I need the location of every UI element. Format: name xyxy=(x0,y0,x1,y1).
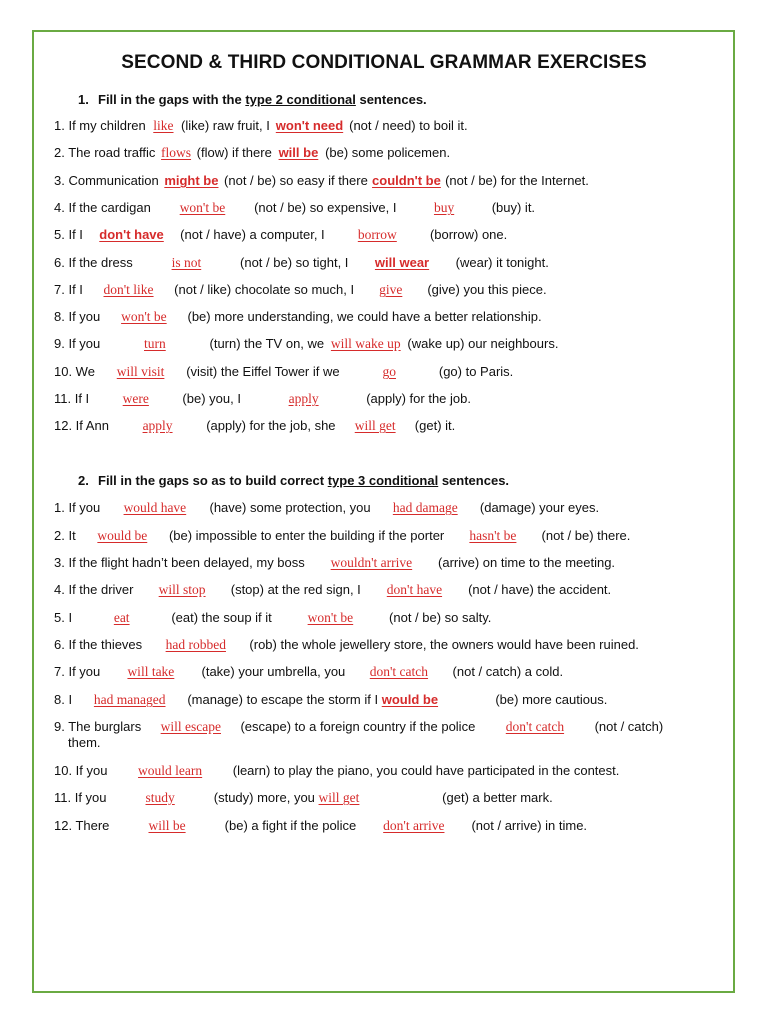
exercise-1-item-10: 10. We will visit (visit) the Eiffel Tower if we go (go) to Paris. xyxy=(54,364,514,379)
exercise-1-item-12: 12. If Ann apply (apply) for the job, she will get (get) it. xyxy=(54,418,456,433)
instruction-underlined: type 2 conditional xyxy=(245,92,356,107)
exercise-1-item-7: 7. If I don't like (not / like) chocolate so much, I give (give) you this piece. xyxy=(54,282,547,297)
exercise-1-item-3: 3. Communication might be (not / be) so easy if there couldn't be (not / be) for the Internet. xyxy=(54,173,589,188)
answer-blank: buy xyxy=(433,200,455,215)
answer-blank: flows xyxy=(161,145,192,160)
answer-blank: had managed xyxy=(93,692,166,707)
exercise-2-item-2: 2. It would be (be) impossible to enter the building if the porter hasn't be (not / be) there. xyxy=(54,528,631,543)
answer-blank: might be xyxy=(164,173,219,188)
answer-blank: will get xyxy=(318,790,360,805)
answer-blank: would have xyxy=(123,500,187,515)
answer-blank: hasn't be xyxy=(469,528,517,543)
answer-blank: give xyxy=(379,282,403,297)
answer-blank: eat xyxy=(113,610,130,625)
answer-blank: will get xyxy=(354,418,396,433)
exercise-2-item-1: 1. If you would have (have) some protection, you had damage (damage) your eyes. xyxy=(54,500,600,515)
answer-blank: will wake up xyxy=(330,336,401,351)
exercise-1-item-9: 9. If you turn (turn) the TV on, we will wake up (wake up) our neighbours. xyxy=(54,336,559,351)
instruction-text: Fill in the gaps with the xyxy=(98,92,246,107)
answer-blank: apply xyxy=(142,418,173,433)
exercise-2-item-4: 4. If the driver will stop (stop) at the red sign, I don't have (not / have) the accident. xyxy=(54,582,612,597)
answer-blank: will wear xyxy=(374,255,430,270)
answer-blank: won't be xyxy=(179,200,226,215)
exercise-1-item-2: 2. The road traffic flows (flow) if there will be (be) some policemen. xyxy=(54,145,451,160)
answer-blank: wouldn't arrive xyxy=(330,555,413,570)
exercise-2-item-7: 7. If you will take (take) your umbrella, you don't catch (not / catch) a cold. xyxy=(54,664,564,679)
exercise-1-item-5: 5. If I don't have (not / have) a computer, I borrow (borrow) one. xyxy=(54,227,508,242)
answer-blank: won't need xyxy=(275,118,344,133)
exercise-2-item-10: 10. If you would learn (learn) to play the piano, you could have participated in the contest. xyxy=(54,763,620,778)
exercise-2-item-3: 3. If the flight hadn’t been delayed, my boss wouldn't arrive (arrive) on time to the meeting. xyxy=(54,555,616,570)
exercise-1-instruction xyxy=(78,92,427,107)
page-title: SECOND & THIRD CONDITIONAL GRAMMAR EXERCISES xyxy=(121,52,647,73)
answer-blank: apply xyxy=(288,391,319,406)
answer-blank: would be xyxy=(381,692,439,707)
answer-blank: couldn't be xyxy=(372,173,441,188)
answer-blank: don't have xyxy=(99,227,164,242)
exercise-2-item-8: 8. I had managed (manage) to escape the storm if I would be (be) more cautious. xyxy=(54,692,608,707)
exercise-2-item-6: 6. If the thieves had robbed (rob) the whole jewellery store, the owners would have been ruined. xyxy=(54,637,639,652)
instruction-underlined: type 3 conditional xyxy=(327,473,439,488)
answer-blank: had robbed xyxy=(165,637,226,652)
exercise-1-item-11: 11. If I were (be) you, I apply (apply) for the job. xyxy=(54,391,471,406)
answer-blank: will stop xyxy=(158,582,206,597)
answer-blank: don't like xyxy=(103,282,154,297)
exercise-2-number: 2. xyxy=(78,473,89,488)
answer-blank: study xyxy=(145,790,175,805)
answer-blank: don't arrive xyxy=(383,818,445,833)
answer-blank: turn xyxy=(144,336,166,351)
exercise-1-number: 1. xyxy=(78,92,89,107)
answer-blank: will escape xyxy=(160,719,221,734)
answer-blank: will visit xyxy=(116,364,165,379)
answer-blank: like xyxy=(153,118,174,133)
answer-blank: won't be xyxy=(121,309,167,324)
exercise-2-item-11: 11. If you study (study) more, you will get (get) a better mark. xyxy=(54,790,553,805)
answer-blank: would be xyxy=(97,528,148,543)
answer-blank: is not xyxy=(171,255,202,270)
answer-blank: don't catch xyxy=(505,719,565,734)
exercise-1-item-6: 6. If the dress is not (not / be) so tight, I will wear (wear) it tonight. xyxy=(54,255,549,270)
instruction-text: sentences. xyxy=(355,92,427,107)
exercise-1-item-4: 4. If the cardigan won't be (not / be) so expensive, I buy (buy) it. xyxy=(54,200,536,215)
answer-blank: would learn xyxy=(138,763,203,778)
instruction-text: sentences. xyxy=(438,473,510,488)
answer-blank: had damage xyxy=(392,500,458,515)
answer-blank: will be xyxy=(148,818,186,833)
exercise-2-instruction xyxy=(78,473,509,488)
exercise-1-item-8: 8. If you won't be (be) more understanding, we could have a better relationship. xyxy=(54,309,542,324)
exercise-2-item-9: 9. The burglars will escape (escape) to a foreign country if the police don't catch (not / catch) them. xyxy=(54,719,664,750)
instruction-text: Fill in the gaps so as to build correct xyxy=(98,473,328,488)
answer-blank: don't have xyxy=(386,582,443,597)
answer-blank: don't catch xyxy=(369,664,429,679)
answer-blank: won't be xyxy=(307,610,354,625)
exercise-1-item-1: 1. If my children like (like) raw fruit, I won't need (not / need) to boil it. xyxy=(54,118,468,133)
answer-blank: go xyxy=(382,364,396,379)
answer-blank: borrow xyxy=(357,227,397,242)
exercise-2-item-12: 12. There will be (be) a fight if the police don't arrive (not / arrive) in time. xyxy=(54,818,588,833)
exercise-2-item-5: 5. I eat (eat) the soup if it won't be (not / be) so salty. xyxy=(54,610,492,625)
answer-blank: will take xyxy=(127,664,175,679)
answer-blank: will be xyxy=(278,145,319,160)
answer-blank: were xyxy=(122,391,149,406)
